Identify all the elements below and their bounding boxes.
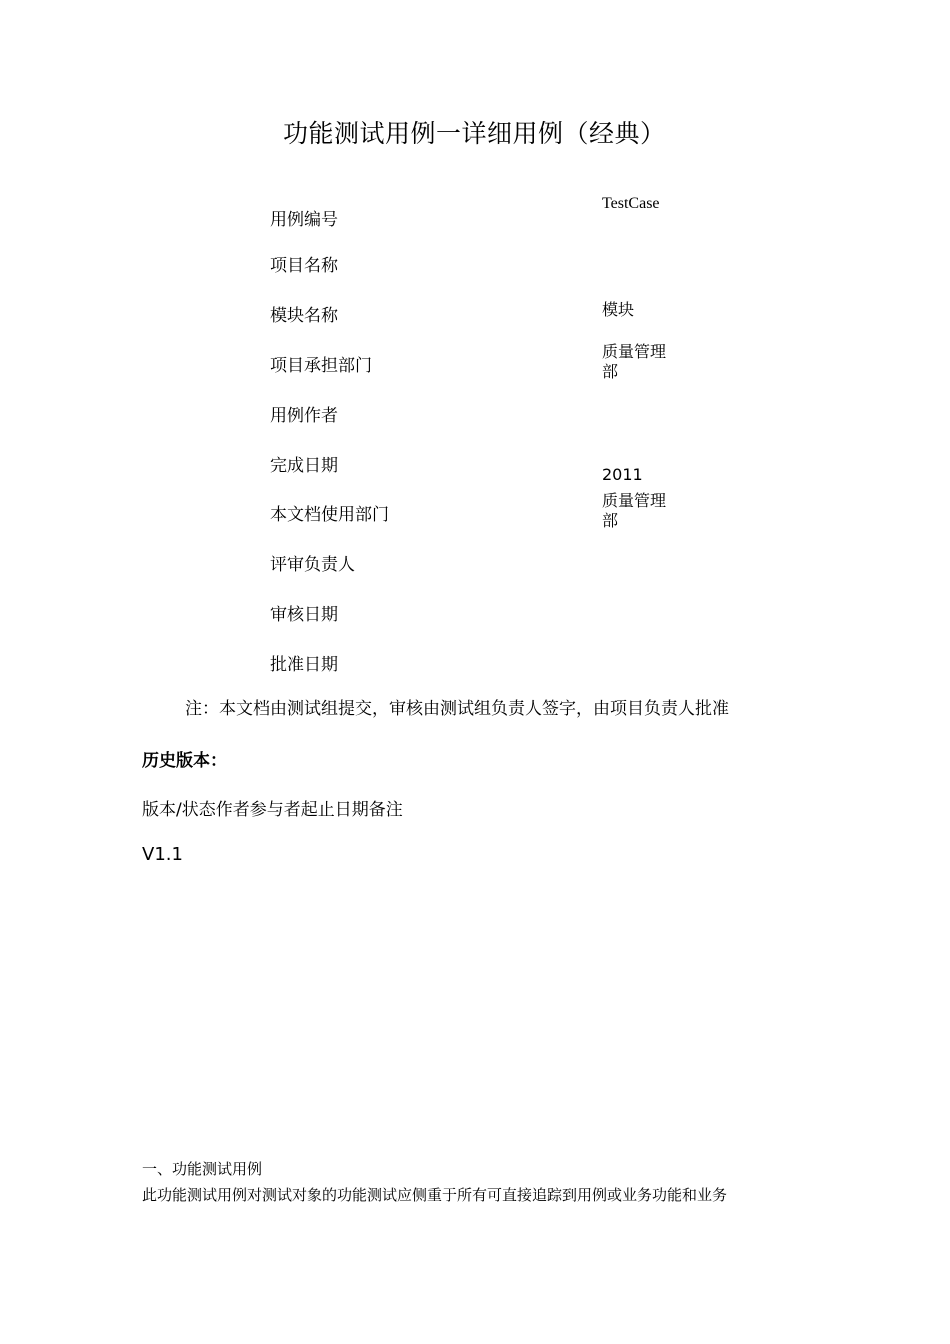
history-version: V1.1 <box>142 844 183 865</box>
field-label-module-name: 模块名称 <box>270 306 338 326</box>
field-value-using-dept: 质量管理 <box>602 491 667 510</box>
field-label-approve-date: 批准日期 <box>270 655 338 675</box>
field-value-dept: 质量管理 <box>602 342 667 361</box>
field-label-reviewer: 评审负责人 <box>270 555 355 575</box>
history-heading: 历史版本： <box>142 751 227 771</box>
section-paragraph: 此功能测试用例对测试对象的功能测试应侧重于所有可直接追踪到用例或业务功能和业务 <box>142 1186 728 1204</box>
field-value-complete-date: 2011 <box>602 465 643 484</box>
field-label-audit-date: 审核日期 <box>270 605 338 625</box>
field-label-using-dept: 本文档使用部门 <box>270 505 389 525</box>
field-label-dept: 项目承担部门 <box>270 356 372 376</box>
field-value-dept-cont: 部 <box>602 362 619 381</box>
field-label-complete-date: 完成日期 <box>270 456 338 476</box>
field-label-author: 用例作者 <box>270 406 338 426</box>
field-label-case-id: 用例编号 <box>270 210 338 230</box>
field-value-case-id: TestCase <box>602 195 660 212</box>
page-title: 功能测试用例一详细用例（经典） <box>283 119 666 148</box>
section-heading: 一、功能测试用例 <box>142 1160 263 1178</box>
approval-note: 注：本文档由测试组提交，审核由测试组负责人签字，由项目负责人批准 <box>185 699 729 719</box>
field-value-using-dept-cont: 部 <box>602 511 619 530</box>
field-label-project-name: 项目名称 <box>270 256 338 276</box>
field-value-module-name: 模块 <box>602 302 635 319</box>
history-columns: 版本/状态作者参与者起止日期备注 <box>142 800 403 820</box>
